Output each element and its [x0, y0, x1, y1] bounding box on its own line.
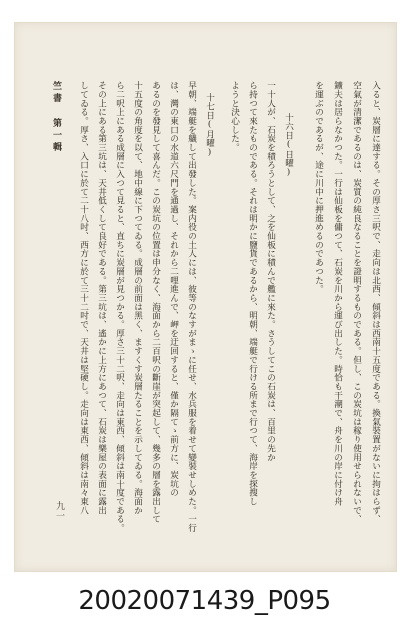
document-page — [14, 22, 397, 572]
text-line: ら二呎上にある成層に入つて見ると、直ちに炭層が見つかる。厚さ三十二呎、走向は東西、傾斜は南十度である。 — [114, 81, 125, 533]
text-line: 一十人が、石炭を積ろうとして、之を仙板に積んで艦に來た。さうしてこの石炭は、百里の先か — [265, 81, 276, 462]
text-line: 早朝、端艇を艤して出發した。案内役の土人には、彼等のなすがまゝに任せ、水兵服を着せて變裝せしめた。一行 — [186, 81, 197, 533]
page-number: 九一 — [54, 501, 64, 521]
text-line: 十五度の角度を以て、地中線に下つてゐる。成層の前面は黑く、ますくす炭層たることを示してゐる。海面か — [132, 81, 143, 515]
text-line: 鑛夫は居らなかつた。一行は仙板を傭つて、石炭を川から運び出した。時恰も干潮で、舟を川の岸に付け舟 — [332, 81, 343, 506]
text-line: あるのを發見して喜んだ。この炭坑の位置は申分なく、海面から二百呎の斷崖が突起して、幾多の層を露出して — [150, 81, 161, 524]
text-line: 入ると、炭層に達する。その厚さ三呎で、走向は北西、傾斜は西南十五度である。換氣裝置がないに拘はらず、 — [370, 81, 381, 524]
text-line: は、灣の東口の水道六尺門を通過し、それから二哩進んで、岬を迂回すると、僅か隔てゝ前方に、炭坑の — [168, 81, 179, 497]
text-line: 空氣が清潔であるのは、炭質の純良なることを證明するものである。但し、この炭坑は稼り使用せられないで、 — [351, 81, 362, 524]
date-heading: 十七日(月曜) — [204, 93, 215, 158]
text-line: を運ぶのであるが、途に川中に押進めるのであつた。 — [313, 81, 324, 294]
image-caption: 20020071439_P095 — [78, 586, 331, 616]
text-line: ら持つて來たものである。それは明かに鹽貨であるから、明朝、端艇で行ける所まで行つて、海岸を探搜し — [247, 81, 258, 506]
running-header: 竺書 第一輯 — [51, 81, 61, 154]
text-line: その上にある第三坑は、天井低くして良好である。第三坑は、遙かに上方にあつて、石炭は樂屋の表面に露出 — [96, 81, 107, 515]
text-line: してゐる。厚さ、入口に於て二十八吋、西方に於て三十二吋で、天井は堅硬し。走向は東西、傾斜は南々東八 — [78, 81, 89, 515]
text-line: ようと決心した。 — [229, 81, 240, 152]
date-heading: 十六日(日曜) — [283, 113, 294, 178]
